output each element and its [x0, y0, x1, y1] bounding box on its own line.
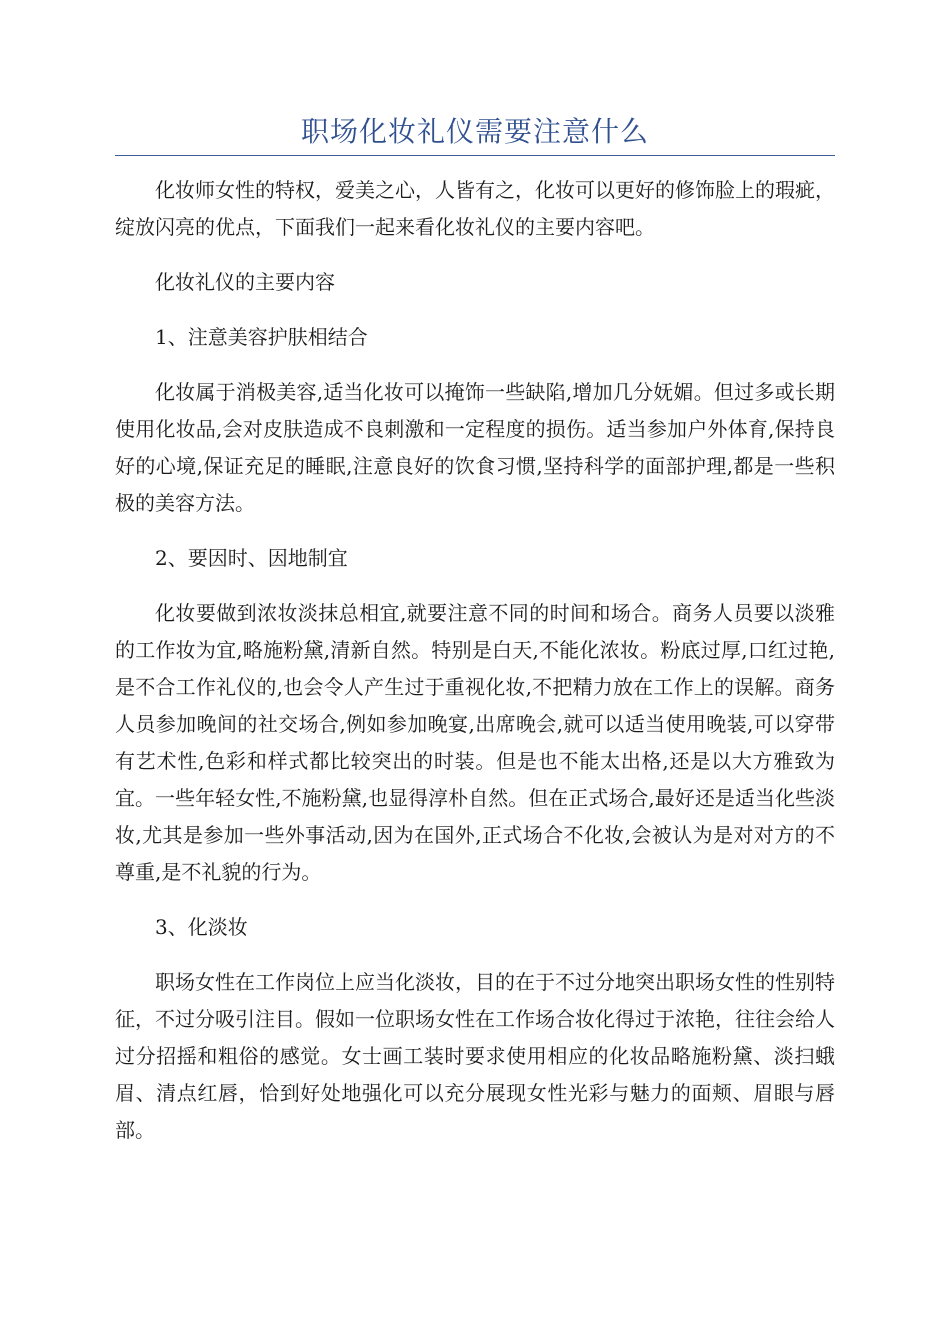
- subheading-1: 1、注意美容护肤相结合: [155, 325, 368, 349]
- section-heading: 化妆礼仪的主要内容: [155, 270, 335, 294]
- subheading-3: 3、化淡妆: [155, 915, 248, 939]
- body-paragraph-2: 化妆要做到浓妆淡抹总相宜,就要注意不同的时间和场合。商务人员要以淡雅的工作妆为宜,略施粉黛,清新自然。特别是白天,不能化浓妆。粉底过厚,口红过艳,是不合工作礼仪的,也会令人产生过于重视化妆,不把精力放在工作上的误解。商务人员参加晚间的社交场合,例如参加晚宴,出席晚会,就可以适当使用晚装,可以穿带有艺术性,色彩和样式都比较突出的时装。但是也不能太出格,还是以大方雅致为宜。一些年轻女性,不施粉黛,也显得淳朴自然。但在正式场合,最好还是适当化些淡妆,尤其是参加一些外事活动,因为在国外,正式场合不化妆,会被认为是对对方的不尊重,是不礼貌的行为。: [115, 601, 835, 884]
- body-paragraph-1: 化妆属于消极美容,适当化妆可以掩饰一些缺陷,增加几分妩媚。但过多或长期使用化妆品,会对皮肤造成不良刺激和一定程度的损伤。适当参加户外体育,保持良好的心境,保证充足的睡眠,注意良好的饮食习惯,坚持科学的面部护理,都是一些积极的美容方法。: [115, 380, 835, 515]
- body-paragraph-3: 职场女性在工作岗位上应当化淡妆，目的在于不过分地突出职场女性的性别特征，不过分吸引注目。假如一位职场女性在工作场合妆化得过于浓艳，往往会给人过分招摇和粗俗的感觉。女士画工装时要求使用相应的化妆品略施粉黛、淡扫蛾眉、清点红唇，恰到好处地强化可以充分展现女性光彩与魅力的面颊、眉眼与唇部。: [115, 970, 835, 1142]
- title-underline: [115, 155, 835, 156]
- document-body: [115, 172, 835, 1167]
- subheading-2: 2、要因时、因地制宜: [155, 546, 348, 570]
- intro-paragraph: 化妆师女性的特权，爱美之心，人皆有之，化妆可以更好的修饰脸上的瑕疵，绽放闪亮的优点，下面我们一起来看化妆礼仪的主要内容吧。: [115, 178, 835, 239]
- page-title: 职场化妆礼仪需要注意什么: [300, 115, 649, 148]
